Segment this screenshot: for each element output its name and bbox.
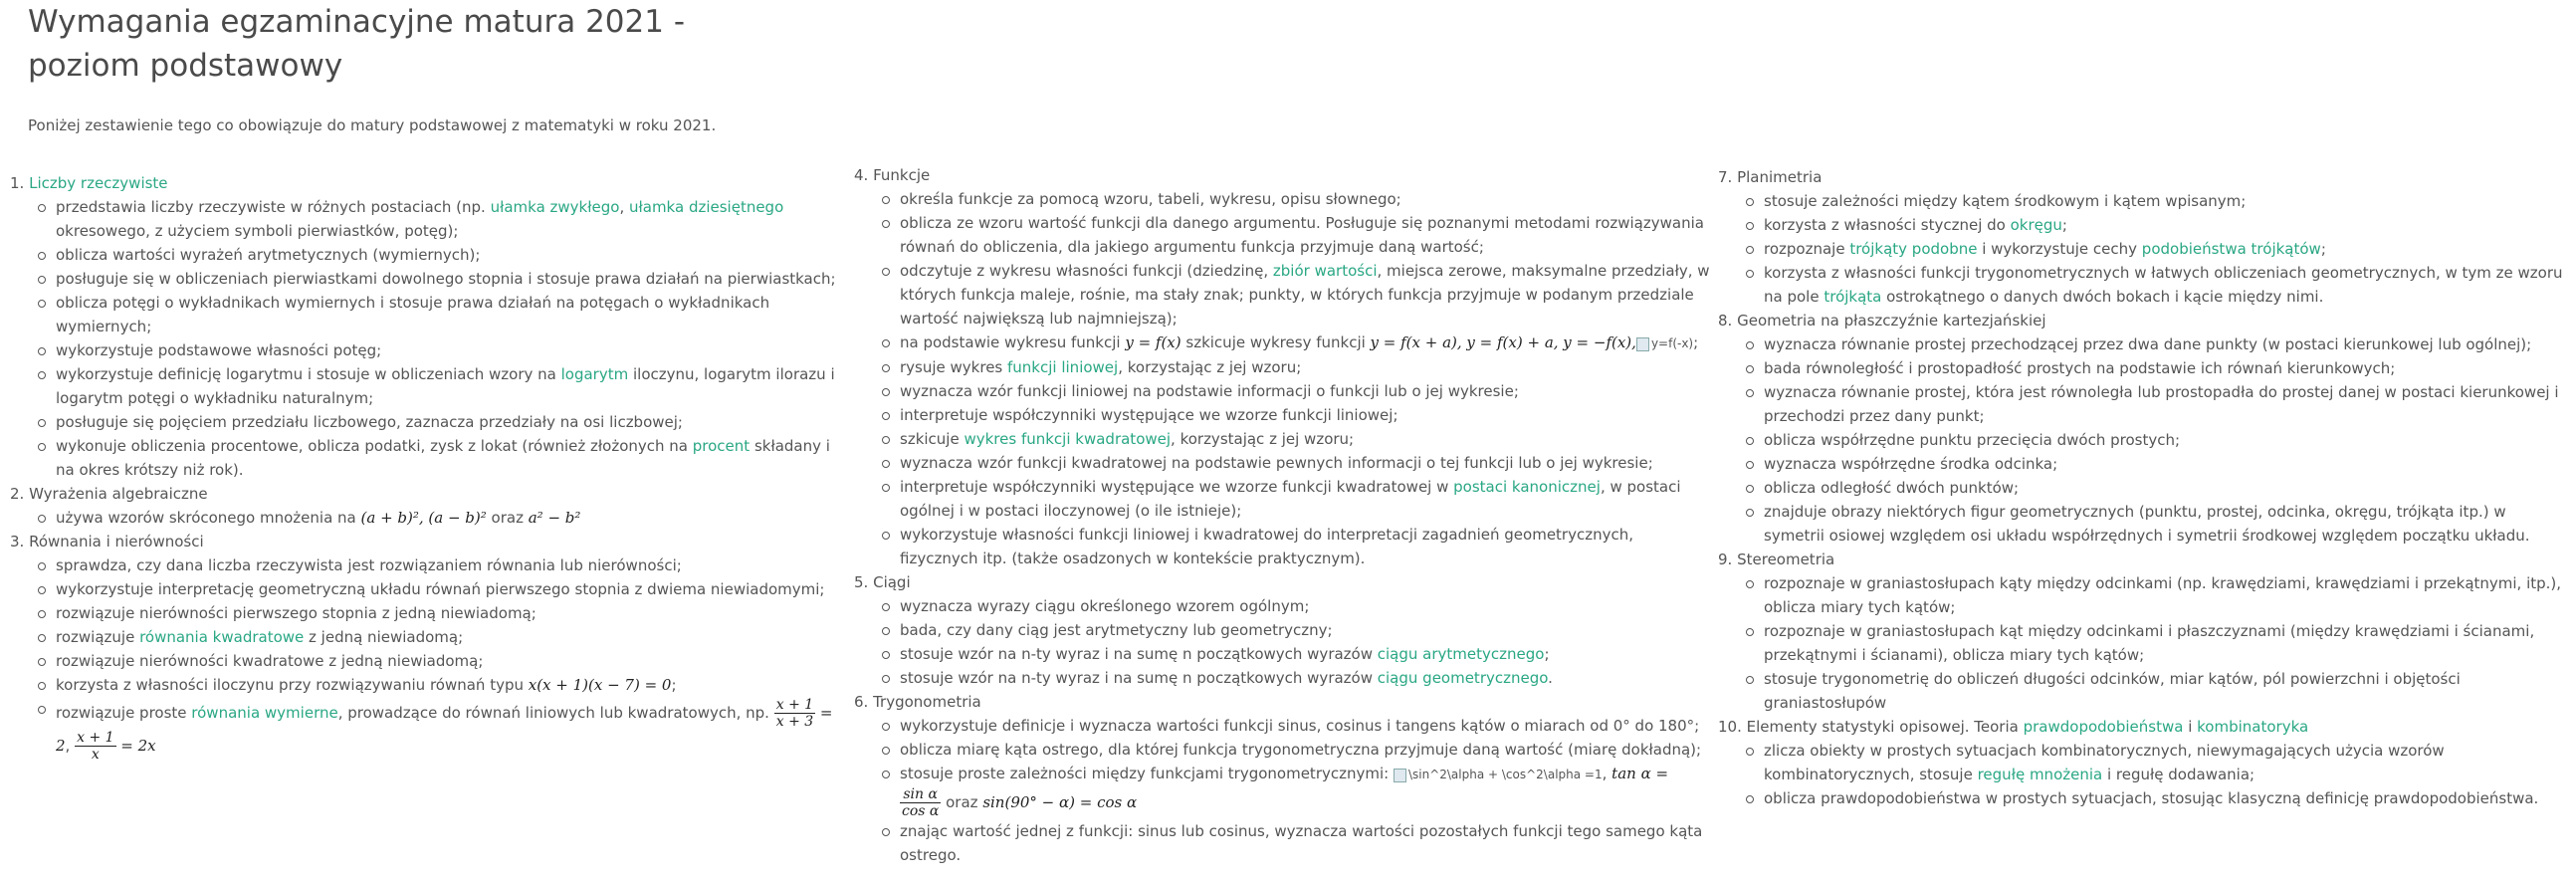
requirement-item	[1764, 261, 2570, 309]
topic-link[interactable]: regułę mnożenia	[1977, 766, 2103, 783]
requirement-item	[1764, 189, 2570, 213]
section-heading	[854, 570, 1710, 594]
text-fragment: wyznacza wzór funkcji liniowej na podstawie informacji o funkcji lub o jej wykresie;	[900, 382, 1519, 400]
topic-link[interactable]: wykres funkcji kwadratowej	[964, 430, 1172, 448]
text-fragment: oraz	[486, 509, 529, 527]
requirement-item	[1764, 619, 2570, 667]
intro-text: Poniżej zestawienie tego co obowiązuje do matury podstawowej z matematyki w roku 2021.	[28, 116, 717, 134]
requirement-item	[56, 362, 848, 410]
text-fragment: .	[1548, 669, 1553, 687]
text-fragment: , prowadzące do równań liniowych lub kwadratowych, np.	[337, 704, 774, 722]
text-fragment: rozwiązuje nierówności kwadratowe z jedną niewiadomą;	[56, 652, 484, 670]
topic-link[interactable]: równania wymierne	[191, 704, 338, 722]
text-fragment: , miejsca zerowe, maksymalne przedziały, w których funkcja maleje, rośnie, ma stały znak; punkty, w których funkcja przyjmuje w podanym przedziale wartość największą lub najmniejszą);	[900, 262, 1710, 328]
text-fragment: składany i na okres krótszy niż rok).	[56, 437, 830, 479]
fraction-numerator: x + 1	[775, 697, 814, 713]
text-fragment: wykorzystuje własności funkcji liniowej i kwadratowej do interpretacji zagadnień geometrycznych, fizycznych itp. (także osadzonych w kontekście praktycznym).	[900, 526, 1634, 567]
section-number: 3.	[10, 533, 30, 551]
requirement-item	[900, 819, 1710, 867]
text-fragment: znając wartość jednej z funkcji: sinus lub cosinus, wyznacza wartości pozostałych funkcji tego samego kąta ostrego.	[900, 822, 1703, 864]
section-number: 9.	[1718, 551, 1738, 568]
section-heading	[1718, 165, 2570, 189]
requirement-item	[1764, 380, 2570, 428]
section-title-link[interactable]: Liczby rzeczywiste	[29, 174, 168, 192]
section-list	[10, 171, 848, 763]
section-heading	[10, 171, 848, 195]
text-fragment: stosuje zależności między kątem środkowym i kątem wpisanym;	[1764, 192, 2247, 210]
topic-link[interactable]: trójkąty podobne	[1849, 240, 1978, 258]
text-fragment: , korzystając z jej wzoru;	[1118, 358, 1302, 376]
text-fragment: wykorzystuje interpretację geometryczną układu równań pierwszego stopnia z dwiema niewiadomymi;	[56, 580, 825, 598]
text-fragment: ;	[1544, 645, 1550, 663]
fraction-numerator: x + 1	[77, 730, 114, 746]
section-item	[10, 171, 848, 482]
section-heading	[854, 690, 1710, 714]
requirement-item	[56, 291, 848, 338]
requirement-item	[900, 714, 1710, 738]
section-item	[854, 163, 1710, 570]
column-2	[854, 163, 1710, 867]
text-fragment: wyznacza współrzędne środka odcinka;	[1764, 455, 2058, 473]
fraction-numerator: sin α	[900, 786, 941, 803]
text-fragment: rozpoznaje	[1764, 240, 1850, 258]
text-fragment: szkicuje	[900, 430, 965, 448]
requirement-item	[1764, 500, 2570, 548]
text-fragment: interpretuje współczynniki występujące we wzorze funkcji liniowej;	[900, 406, 1398, 424]
section-item	[1718, 165, 2570, 309]
requirement-item	[56, 577, 848, 601]
requirement-item	[56, 434, 848, 482]
requirement-item	[900, 523, 1710, 570]
section-title-link[interactable]: prawdopodobieństwa	[2023, 718, 2184, 736]
text-fragment: oblicza ze wzoru wartość funkcji dla danego argumentu. Posługuje się poznanymi metodami rozwiązywania równań do obliczenia, dla jakiego argumentu funkcja przyjmuje daną wartość;	[900, 214, 1704, 256]
text-fragment: stosuje wzór na n-ty wyraz i na sumę n początkowych wyrazów	[900, 669, 1378, 687]
text-fragment: oblicza wartości wyrażeń arytmetycznych (wymiernych);	[56, 246, 481, 264]
requirement-item	[1764, 452, 2570, 476]
requirement-item	[900, 738, 1710, 762]
section-item	[1718, 715, 2570, 810]
requirement-item	[900, 427, 1710, 451]
image-alt-text: y=f(-x)	[1650, 336, 1694, 350]
fraction-denominator: x	[91, 747, 100, 763]
requirement-item	[900, 618, 1710, 642]
topic-link[interactable]: podobieństwa trójkątów	[2141, 240, 2321, 258]
topic-link[interactable]: ciągu arytmetycznego	[1377, 645, 1545, 663]
text-fragment: oraz	[941, 793, 983, 811]
requirement-item	[900, 475, 1710, 523]
math-expression: tan α =	[1611, 765, 1669, 782]
requirement-item	[1764, 356, 2570, 380]
text-fragment: posługuje się pojęciem przedziału liczbowego, zaznacza przedziały na osi liczbowej;	[56, 413, 683, 431]
text-fragment: znajduje obrazy niektórych figur geometrycznych (punktu, prostej, odcinka, okręgu, trójkąta itp.) w symetrii osiowej względem osi układu współrzędnych i symetrii środkowej względem początku układu.	[1764, 503, 2530, 545]
requirement-list	[854, 187, 1710, 570]
requirement-item	[56, 601, 848, 625]
section-heading	[1718, 715, 2570, 739]
text-fragment: oblicza miarę kąta ostrego, dla której funkcja trygonometryczna przyjmuje daną wartość (miarę dokładną);	[900, 741, 1702, 759]
requirement-list	[854, 714, 1710, 867]
requirement-item	[1764, 213, 2570, 237]
text-fragment: i wykorzystuje cechy	[1977, 240, 2142, 258]
section-item	[1718, 548, 2570, 715]
text-fragment: oblicza współrzędne punktu przecięcia dwóch prostych;	[1764, 431, 2181, 449]
text-fragment: interpretuje współczynniki występujące we wzorze funkcji kwadratowej w	[900, 478, 1454, 496]
section-list	[1718, 165, 2570, 810]
math-expression: x(x + 1)(x − 7) = 0	[528, 676, 672, 694]
text-fragment: rozpoznaje w graniastosłupach kąt między odcinkami i płaszczyznami (między krawędziami i ścianami, przekątnymi i ścianami), oblicza miary tych kątów;	[1764, 622, 2535, 664]
math-expression: y = f(x)	[1125, 333, 1181, 351]
section-heading	[854, 163, 1710, 187]
topic-link[interactable]: zbiór wartości	[1272, 262, 1378, 280]
requirement-item	[56, 243, 848, 267]
topic-link[interactable]: ułamka zwykłego	[490, 198, 620, 216]
requirement-list	[1718, 189, 2570, 309]
section-heading	[10, 530, 848, 553]
text-fragment: ostrokątnego o danych dwóch bokach i kącie między nimi.	[1881, 288, 2324, 306]
topic-link[interactable]: funkcji liniowej	[1007, 358, 1119, 376]
section-list	[854, 163, 1710, 867]
requirement-item	[900, 331, 1710, 355]
section-title: Ciągi	[873, 573, 911, 591]
text-fragment: ,	[65, 737, 76, 755]
text-fragment: stosuje trygonometrię do obliczeń długości odcinków, miar kątów, pól powierzchni i objętości graniastosłupów	[1764, 670, 2461, 712]
section-number: 7.	[1718, 168, 1738, 186]
text-fragment: wykonuje obliczenia procentowe, oblicza podatki, zysk z lokat (również złożonych na	[56, 437, 693, 455]
section-number: 6.	[854, 693, 874, 711]
requirement-item	[900, 762, 1710, 819]
math-expression: (a + b)², (a − b)²	[360, 509, 487, 527]
text-fragment: ,	[1602, 765, 1612, 782]
text-fragment: ;	[2320, 240, 2326, 258]
text-fragment: okresowego, z użyciem symboli pierwiastków, potęg);	[56, 222, 459, 240]
text-fragment: przedstawia liczby rzeczywiste w różnych postaciach (np.	[56, 198, 491, 216]
section-title: Stereometria	[1737, 551, 1835, 568]
text-fragment: rozwiązuje proste	[56, 704, 192, 722]
text-fragment: na podstawie wykresu funkcji	[900, 333, 1126, 351]
requirement-item	[1764, 571, 2570, 619]
requirement-item	[56, 625, 848, 649]
requirement-item	[1764, 739, 2570, 786]
text-fragment: iloczynu, logarytm ilorazu i logarytm potęgi o wykładniku naturalnym;	[56, 365, 835, 407]
requirement-list	[10, 553, 848, 763]
column-3	[1718, 165, 2570, 810]
section-title: Trygonometria	[873, 693, 981, 711]
requirement-list	[10, 506, 848, 530]
text-fragment: korzysta z własności stycznej do	[1764, 216, 2011, 234]
text-fragment: rozwiązuje nierówności pierwszego stopnia z jedną niewiadomą;	[56, 604, 537, 622]
text-fragment: wykorzystuje podstawowe własności potęg;	[56, 341, 382, 359]
requirement-item	[1764, 428, 2570, 452]
fraction-denominator: cos α	[902, 803, 940, 819]
requirement-item	[56, 649, 848, 673]
topic-link[interactable]: ułamka dziesiętnego	[628, 198, 784, 216]
image-placeholder-icon	[1636, 337, 1649, 351]
fraction-denominator: x + 3	[775, 714, 814, 730]
section-number: 2.	[10, 485, 30, 503]
broken-image-icon	[1636, 331, 1693, 355]
requirement-item	[56, 410, 848, 434]
page-title: Wymagania egzaminacyjne matura 2021 - poziom podstawowy	[28, 4, 686, 84]
requirement-list	[1718, 571, 2570, 715]
section-title: Planimetria	[1737, 168, 1823, 186]
section-number: 4.	[854, 166, 874, 184]
text-fragment: oblicza odległość dwóch punktów;	[1764, 479, 2020, 497]
math-expression: sin(90° − α) = cos α	[982, 793, 1138, 811]
text-fragment: korzysta z własności funkcji trygonometrycznych w łatwych obliczeniach geometrycznych, w tym ze wzoru na pole	[1764, 264, 2563, 306]
text-fragment: ;	[2061, 216, 2067, 234]
topic-link[interactable]: logarytm	[560, 365, 629, 383]
text-fragment: wykorzystuje definicję logarytmu i stosuje w obliczeniach wzory na	[56, 365, 561, 383]
text-fragment: bada równoległość i prostopadłość prostych na podstawie ich równań kierunkowych;	[1764, 359, 2396, 377]
section-title: Wyrażenia algebraiczne	[29, 485, 208, 503]
math-fraction	[75, 730, 115, 763]
text-fragment: wykorzystuje definicje i wyznacza wartości funkcji sinus, cosinus i tangens kątów o miarach od 0° do 180°;	[900, 717, 1700, 735]
text-fragment: sprawdza, czy dana liczba rzeczywista jest rozwiązaniem równania lub nierówności;	[56, 556, 682, 574]
requirement-item	[56, 506, 848, 530]
requirement-item	[1764, 237, 2570, 261]
topic-link[interactable]: okręgu	[2010, 216, 2062, 234]
requirement-item	[1764, 476, 2570, 500]
topic-link[interactable]: równania kwadratowe	[139, 628, 305, 646]
requirement-item	[900, 403, 1710, 427]
requirement-list	[854, 594, 1710, 690]
column-1	[10, 171, 848, 763]
broken-image-icon	[1394, 763, 1603, 786]
text-fragment: ;	[1693, 333, 1699, 351]
math-fraction	[774, 697, 815, 730]
text-fragment: wyznacza wyrazy ciągu określonego wzorem ogólnym;	[900, 597, 1310, 615]
text-fragment: szkicuje wykresy funkcji	[1181, 333, 1371, 351]
text-fragment: posługuje się w obliczeniach pierwiastkami dowolnego stopnia i stosuje prawa działań na pierwiastkach;	[56, 270, 836, 288]
section-item	[1718, 309, 2570, 548]
requirement-list	[1718, 332, 2570, 548]
section-item	[854, 690, 1710, 867]
requirement-item	[900, 211, 1710, 259]
requirement-item	[900, 355, 1710, 379]
requirement-item	[56, 673, 848, 697]
requirement-item	[900, 666, 1710, 690]
requirement-list	[1718, 739, 2570, 810]
topic-link[interactable]: procent	[692, 437, 751, 455]
topic-link[interactable]: postaci kanonicznej	[1453, 478, 1601, 496]
text-fragment: oblicza prawdopodobieństwa w prostych sytuacjach, stosując klasyczną definicję prawdopodobieństwa.	[1764, 789, 2539, 807]
text-fragment: używa wzorów skróconego mnożenia na	[56, 509, 361, 527]
requirement-item	[56, 697, 848, 763]
text-fragment: z jedną niewiadomą;	[304, 628, 464, 646]
text-fragment: ,	[619, 198, 629, 216]
text-fragment: wyznacza równanie prostej przechodzącej przez dwa dane punkty (w postaci kierunkowej lub ogólnej);	[1764, 335, 2532, 353]
title-join: i	[2183, 718, 2198, 736]
text-fragment: wyznacza wzór funkcji kwadratowej na podstawie pewnych informacji o tej funkcji lub o jej wykresie;	[900, 454, 1653, 472]
text-fragment: , w postaci ogólnej i w postaci iloczynowej (o ile istnieje);	[900, 478, 1681, 520]
text-fragment: ;	[671, 676, 677, 694]
text-fragment: rozwiązuje	[56, 628, 140, 646]
section-number: 1.	[10, 174, 30, 192]
section-heading	[1718, 548, 2570, 571]
text-fragment: rozpoznaje w graniastosłupach kąty między odcinkami (np. krawędziami, krawędziami i przekątnymi, itp.), oblicza miary tych kątów;	[1764, 574, 2562, 616]
requirement-item	[900, 451, 1710, 475]
section-title: Równania i nierówności	[29, 533, 204, 551]
section-item	[10, 482, 848, 530]
text-fragment: określa funkcje za pomocą wzoru, tabeli, wykresu, opisu słownego;	[900, 190, 1401, 208]
section-title: Funkcje	[873, 166, 931, 184]
section-heading	[10, 482, 848, 506]
requirement-item	[900, 259, 1710, 331]
requirement-item	[900, 642, 1710, 666]
section-number: 8.	[1718, 312, 1738, 330]
text-fragment: i regułę dodawania;	[2102, 766, 2255, 783]
section-number: 10.	[1718, 718, 1747, 736]
requirement-item	[1764, 667, 2570, 715]
text-fragment: stosuje wzór na n-ty wyraz i na sumę n początkowych wyrazów	[900, 645, 1378, 663]
requirement-item	[56, 338, 848, 362]
text-fragment: odczytuje z wykresu własności funkcji (dziedzinę,	[900, 262, 1273, 280]
requirement-item	[900, 594, 1710, 618]
text-fragment: oblicza potęgi o wykładnikach wymiernych i stosuje prawa działań na potęgach o wykładnikach wymiernych;	[56, 294, 770, 335]
requirement-list	[10, 195, 848, 482]
section-number: 5.	[854, 573, 874, 591]
topic-link[interactable]: trójkąta	[1824, 288, 1882, 306]
topic-link[interactable]: ciągu geometrycznego	[1377, 669, 1549, 687]
requirement-item	[1764, 786, 2570, 810]
section-item	[10, 530, 848, 763]
text-fragment: wyznacza równanie prostej, która jest równoległa lub prostopadła do prostej danej w postaci kierunkowej i przechodzi przez dany punkt;	[1764, 383, 2559, 425]
section-title: Geometria na płaszczyźnie kartezjańskiej	[1737, 312, 2046, 330]
image-alt-text: \sin^2\alpha + \cos^2\alpha =1	[1407, 768, 1603, 781]
section-heading	[1718, 309, 2570, 332]
text-fragment: zlicza obiekty w prostych sytuacjach kombinatorycznych, niewymagających użycia wzorów kombinatorycznych, stosuje	[1764, 742, 2445, 783]
section-item	[854, 570, 1710, 690]
math-expression: y = f(x + a), y = f(x) + a, y = −f(x),	[1370, 333, 1636, 351]
math-expression: = 2	[56, 704, 833, 755]
requirement-item	[56, 553, 848, 577]
requirement-item	[900, 379, 1710, 403]
math-expression: a² − b²	[528, 509, 581, 527]
section-title-link[interactable]: kombinatoryka	[2197, 718, 2309, 736]
image-placeholder-icon	[1394, 769, 1406, 782]
text-fragment: , korzystając z jej wzoru;	[1171, 430, 1355, 448]
math-fraction	[900, 786, 941, 819]
math-expression: = 2x	[115, 737, 156, 755]
text-fragment: bada, czy dany ciąg jest arytmetyczny lub geometryczny;	[900, 621, 1333, 639]
text-fragment: korzysta z własności iloczynu przy rozwiązywaniu równań typu	[56, 676, 529, 694]
section-title: Elementy statystyki opisowej. Teoria	[1746, 718, 2024, 736]
text-fragment: rysuje wykres	[900, 358, 1008, 376]
text-fragment: stosuje proste zależności między funkcjami trygonometrycznymi:	[900, 765, 1394, 782]
requirement-item	[900, 187, 1710, 211]
requirement-item	[56, 195, 848, 243]
requirement-item	[56, 267, 848, 291]
requirement-item	[1764, 332, 2570, 356]
